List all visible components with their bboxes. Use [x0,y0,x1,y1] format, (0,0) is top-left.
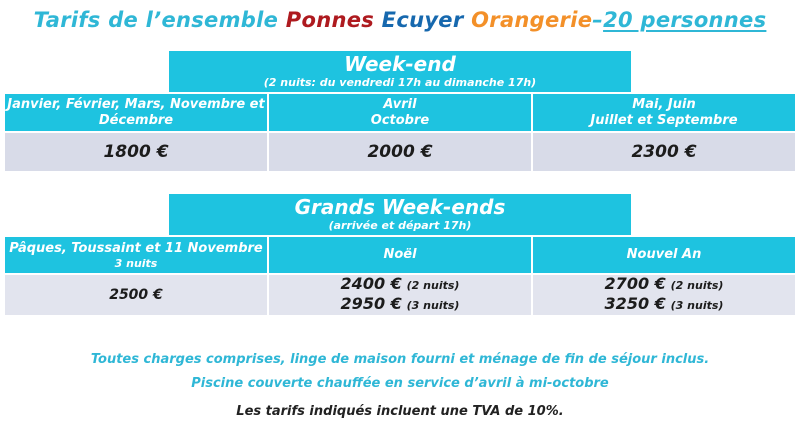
weekend-col3-line1: Mai, Juin [632,96,696,112]
title-ecuyer: Ecuyer [381,8,464,32]
footer-note-piscine: Piscine couverte chauffée en service d’avril à mi-octobre [191,376,609,391]
weekend-col1-line1: Janvier, Février, Mars, Novembre et [7,96,265,112]
weekend-col-header-3 [533,94,795,131]
weekend-table [0,51,800,171]
nouvel-an-price-line-2 [533,295,795,315]
weekend-col3-line2: Juillet et Septembre [590,112,738,128]
weekend-header-row [5,94,795,131]
grands-weekends-banner-subtitle: (arrivée et départ 17h) [328,219,472,232]
grands-weekends-table [0,194,800,315]
noel-prices [269,275,531,315]
weekend-banner-title: Week-end [344,52,456,76]
title-orangerie: Orangerie [471,8,593,32]
grands-weekends-header-row [5,237,795,273]
noel-price-2n: 2400 € [340,274,402,293]
nouvel-an-note-3n: (3 nuits) [670,299,724,312]
grands-weekends-price-row [5,275,795,315]
title-personnes: 20 personnes [603,8,767,32]
weekend-price-row [5,133,795,171]
weekend-col2-line2: Octobre [370,112,430,128]
weekend-col1-line2: Décembre [98,112,174,128]
weekend-col2-line1: Avril [383,96,417,112]
weekend-price-2: 2000 € [269,133,531,171]
grands-weekends-col-header-3: Nouvel An [533,237,795,273]
noel-price-line-1 [269,275,531,295]
nouvel-an-price-line-1 [533,275,795,295]
grands-weekends-col-header-2: Noël [269,237,531,273]
noel-price-line-2 [269,295,531,315]
title-ponnes: Ponnes [285,8,375,32]
noel-price-3n: 2950 € [340,294,402,313]
title-tarifs: Tarifs de l’ensemble [33,8,279,32]
noel-note-3n: (3 nuits) [406,299,460,312]
weekend-price-3: 2300 € [533,133,795,171]
noel-note-2n: (2 nuits) [406,279,460,292]
footer-note-charges: Toutes charges comprises, linge de maison fourni et ménage de fin de séjour inclus. [90,352,710,367]
grands-weekends-col1-line2: 3 nuits [114,256,158,270]
weekend-col-header-1 [5,94,267,131]
nouvel-an-price-3n: 3250 € [604,294,666,313]
footer-note-tva: Les tarifs indiqués incluent une TVA de 10%. [236,404,564,419]
title-dash: – [592,8,604,32]
grands-weekends-price-1: 2500 € [5,275,267,315]
weekend-col-header-2 [269,94,531,131]
grands-weekends-col1-line1: Pâques, Toussaint et 11 Novembre [9,240,263,256]
weekend-banner [169,51,631,92]
weekend-banner-subtitle: (2 nuits: du vendredi 17h au dimanche 17h) [263,76,537,89]
nouvel-an-price-2n: 2700 € [604,274,666,293]
grands-weekends-banner-title: Grands Week-ends [294,195,506,219]
nouvel-an-prices [533,275,795,315]
nouvel-an-note-2n: (2 nuits) [670,279,724,292]
footer-notes [0,352,800,419]
grands-weekends-col-header-1 [5,237,267,273]
weekend-price-1: 1800 € [5,133,267,171]
grands-weekends-banner [169,194,631,235]
page-title [0,0,800,32]
